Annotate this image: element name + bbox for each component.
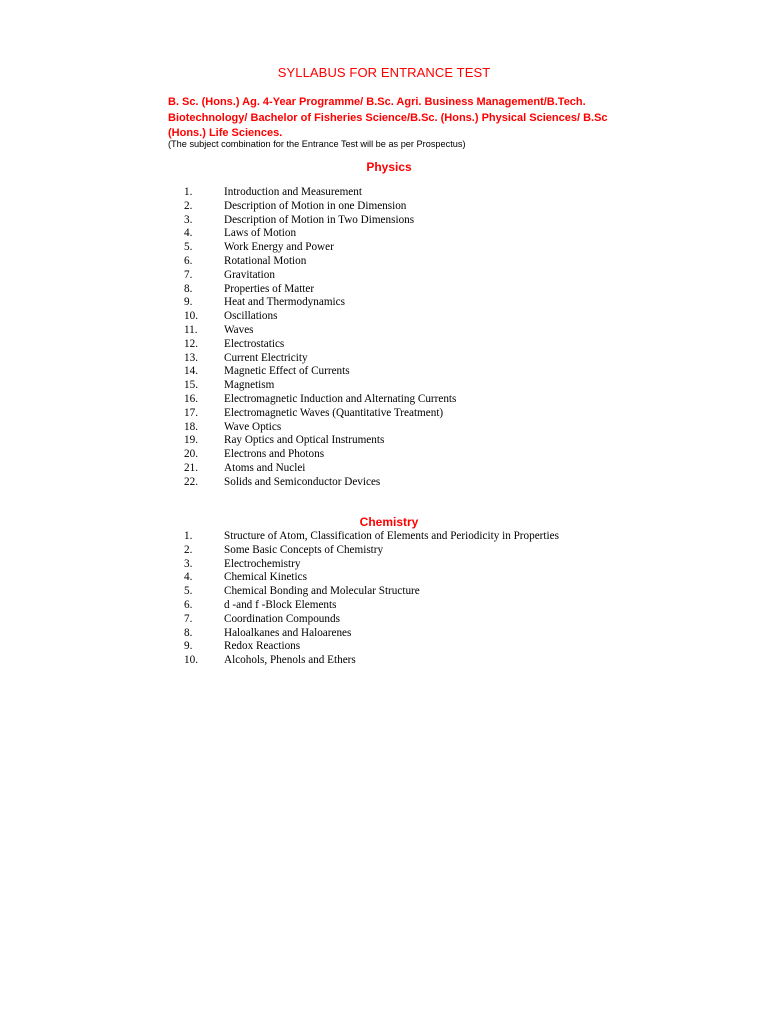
topic-number: 6. (184, 598, 193, 611)
topic-number: 17. (184, 406, 198, 419)
topic-label: Introduction and Measurement (224, 186, 362, 198)
topic-number: 20. (184, 448, 198, 461)
physics-topic-item (0, 310, 569, 324)
topic-number: 4. (184, 227, 193, 240)
topic-label: d -and f -Block Elements (224, 598, 337, 611)
topic-label: Structure of Atom, Classification of Elements and Periodicity in Properties (224, 530, 559, 542)
physics-topic-item (0, 407, 569, 421)
physics-topic-item (0, 269, 569, 283)
topic-label: Gravitation (224, 268, 275, 281)
topic-label: Description of Motion in one Dimension (224, 199, 407, 212)
chemistry-topic-item (0, 654, 569, 668)
chemistry-topic-item (0, 544, 569, 558)
chemistry-topic-item (0, 627, 569, 641)
topic-number: 2. (184, 199, 193, 212)
physics-topic-item (0, 421, 569, 435)
chemistry-topic-item (0, 571, 569, 585)
physics-heading: Physics (366, 160, 412, 174)
topic-number: 12. (184, 337, 198, 350)
topic-label: Redox Reactions (224, 640, 301, 653)
topic-label: Waves (224, 323, 254, 336)
topic-number: 1. (184, 530, 193, 542)
topic-label: Atoms and Nuclei (224, 461, 306, 474)
topic-label: Heat and Thermodynamics (224, 296, 345, 309)
topic-number: 5. (184, 585, 193, 598)
topic-label: Electrostatics (224, 337, 285, 350)
topic-number: 8. (184, 626, 193, 639)
topic-number: 3. (184, 557, 193, 570)
topic-label: Magnetism (224, 379, 275, 392)
topic-number: 10. (184, 310, 198, 323)
topic-number: 2. (184, 543, 193, 556)
topic-label: Electrons and Photons (224, 448, 325, 461)
topic-label: Description of Motion in Two Dimensions (224, 213, 415, 226)
physics-topic-item (0, 283, 569, 297)
physics-topic-item (0, 324, 569, 338)
physics-topic-item (0, 338, 569, 352)
topic-label: Haloalkanes and Haloarenes (224, 626, 352, 639)
physics-topic-item (0, 448, 569, 462)
topic-number: 16. (184, 392, 198, 405)
topic-label: Wave Optics (224, 420, 282, 433)
topic-label: Alcohols, Phenols and Ethers (224, 654, 356, 667)
topic-label: Current Electricity (224, 351, 308, 364)
physics-topic-item (0, 200, 569, 214)
topic-number: 13. (184, 351, 198, 364)
topic-label: Chemical Bonding and Molecular Structure (224, 585, 420, 598)
topic-number: 8. (184, 282, 193, 295)
topic-number: 11. (184, 323, 198, 336)
topic-label: Electrochemistry (224, 557, 301, 570)
physics-topic-item (0, 227, 569, 241)
topic-number: 10. (184, 654, 198, 667)
subject-combination-note: (The subject combination for the Entrance Test will be as per Prospectus) (168, 139, 466, 149)
physics-topic-list (0, 186, 569, 490)
physics-topic-item (0, 462, 569, 476)
topic-label: Rotational Motion (224, 254, 307, 267)
topic-label: Work Energy and Power (224, 241, 334, 254)
physics-topic-item (0, 476, 569, 490)
physics-topic-item (0, 393, 569, 407)
physics-topic-item (0, 365, 569, 379)
topic-number: 22. (184, 475, 198, 488)
page-title: SYLLABUS FOR ENTRANCE TEST (277, 65, 491, 80)
topic-label: Some Basic Concepts of Chemistry (224, 543, 384, 556)
chemistry-topic-list (0, 530, 569, 668)
topic-number: 3. (184, 213, 193, 226)
physics-topic-item (0, 186, 569, 200)
topic-label: Electromagnetic Waves (Quantitative Treatment) (224, 406, 444, 419)
physics-topic-item (0, 255, 569, 269)
topic-number: 1. (184, 186, 193, 198)
physics-topic-item (0, 241, 569, 255)
physics-topic-item (0, 434, 569, 448)
topic-number: 18. (184, 420, 198, 433)
topic-number: 5. (184, 241, 193, 254)
topic-label: Coordination Compounds (224, 612, 340, 625)
topic-label: Solids and Semiconductor Devices (224, 475, 381, 488)
topic-number: 21. (184, 461, 198, 474)
topic-number: 7. (184, 268, 193, 281)
topic-number: 4. (184, 571, 193, 584)
topic-number: 9. (184, 640, 193, 653)
chemistry-heading: Chemistry (359, 515, 419, 529)
topic-label: Electromagnetic Induction and Alternating Currents (224, 392, 457, 405)
topic-number: 7. (184, 612, 193, 625)
chemistry-topic-item (0, 530, 569, 544)
topic-label: Laws of Motion (224, 227, 297, 240)
chemistry-topic-item (0, 599, 569, 613)
chemistry-topic-item (0, 613, 569, 627)
topic-number: 15. (184, 379, 198, 392)
chemistry-topic-item (0, 640, 569, 654)
topic-label: Properties of Matter (224, 282, 315, 295)
topic-label: Chemical Kinetics (224, 571, 307, 584)
topic-label: Magnetic Effect of Currents (224, 365, 350, 378)
physics-topic-item (0, 296, 569, 310)
chemistry-topic-item (0, 558, 569, 572)
chemistry-topic-item (0, 585, 569, 599)
programme-list: B. Sc. (Hons.) Ag. 4-Year Programme/ B.Sc. Agri. Business Management/B.Tech. Biotechnology/ Bachelor of Fisheries Science/B.Sc. (Hons.) Physical Sciences/ B.Sc (Hons.) Life Sciences. (168, 96, 608, 139)
topic-number: 14. (184, 365, 198, 378)
topic-number: 19. (184, 434, 198, 447)
topic-number: 6. (184, 254, 193, 267)
physics-topic-item (0, 379, 569, 393)
physics-topic-item (0, 352, 569, 366)
topic-label: Ray Optics and Optical Instruments (224, 434, 385, 447)
topic-number: 9. (184, 296, 193, 309)
physics-topic-item (0, 214, 569, 228)
topic-label: Oscillations (224, 310, 278, 323)
